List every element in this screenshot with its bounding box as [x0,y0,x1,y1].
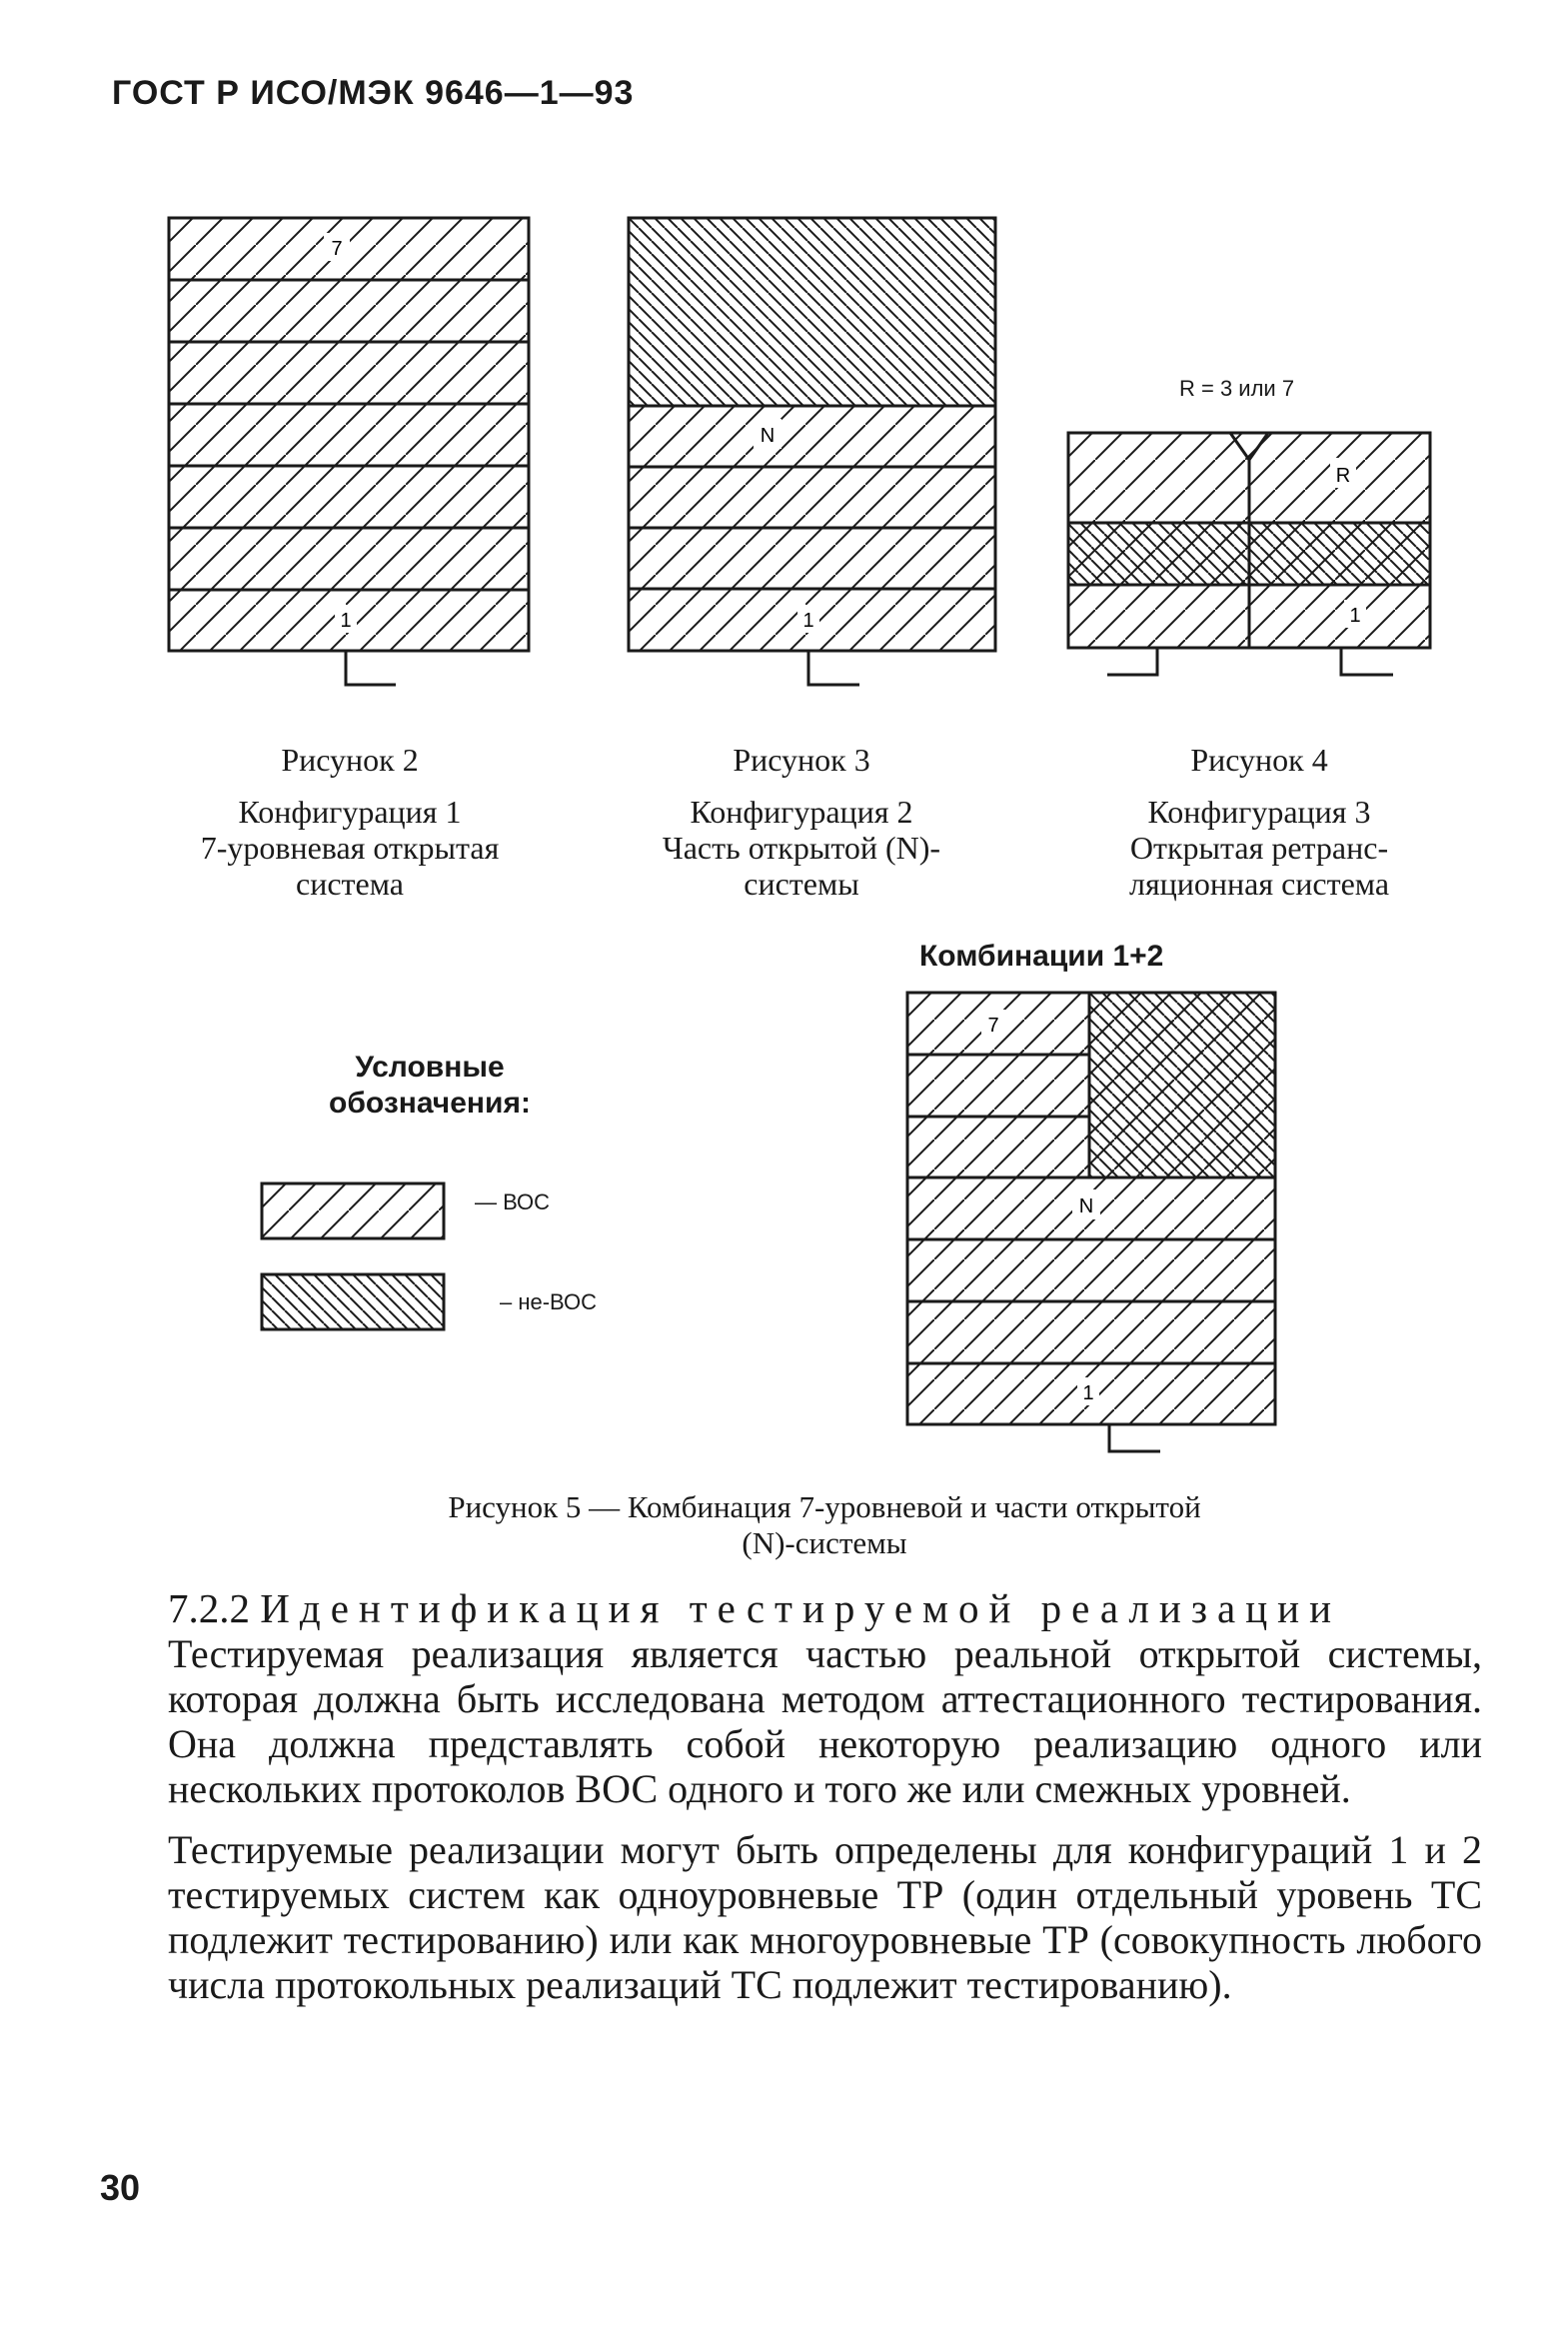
legend-osi-label: — ВОС [475,1189,551,1214]
figure-2-caption: Рисунок 2 Конфигурация 1 7-уровневая открытая система [200,742,500,902]
paragraph-1: Тестируемая реализация является частью реальной открытой системы, которая должна быть исследована методом аттестационного тестирования. Она должна представлять собой некоторую реализацию одного или нескольких протоколов ВОС одного и того же или смежных уровней. [168,1631,1482,1811]
document-header: ГОСТ Р ИСО/МЭК 9646—1—93 [112,74,635,112]
fig5-layer-n-label: N [1078,1195,1094,1217]
fig4-layer-1-label: 1 [1349,605,1361,627]
combo-title: Комбинации 1+2 [919,940,1164,973]
body-text [168,1631,1482,2007]
legend-osi-swatch [259,1180,449,1240]
legend-non-osi-swatch [259,1271,449,1333]
figure-3-caption: Рисунок 3 Конфигурация 2 Часть открытой (N)- системы [662,742,941,902]
page-number: 30 [100,2167,141,2208]
figure-4-diagram [1065,430,1445,690]
fig2-layer-7-label: 7 [331,238,343,260]
fig5-layer-1-label: 1 [1082,1382,1094,1404]
figure-2-diagram [166,215,536,695]
section-number: 7.2.2 [168,1585,250,1631]
fig2-layer-1-label: 1 [340,610,352,632]
figure-5-diagram [904,990,1284,1459]
fig3-layer-n-label: N [760,425,776,447]
fig5-layer-7-label: 7 [987,1015,999,1037]
section-heading [168,1584,1341,1632]
section-title: Идентификация тестируемой реализации [260,1585,1342,1631]
figure-3-diagram [626,215,1005,695]
legend-title: Условные обозначения: [329,1051,531,1120]
paragraph-2: Тестируемые реализации могут быть определены для конфигураций 1 и 2 тестируемых систем как одноуровневые ТР (один отдельный уровень ТС подлежит тестированию) или как многоуровневые ТР (совокупность любого числа протокольных реализаций ТС подлежит тестированию). [168,1827,1482,2007]
fig4-relay-label: R [1335,465,1351,487]
figure-5-caption: Рисунок 5 — Комбинация 7-уровневой и части открытой (N)-системы [448,1489,1201,1560]
fig3-layer-1-label: 1 [802,610,814,632]
fig4-annotation: R = 3 или 7 [1179,376,1295,401]
legend-non-osi-label: – не-ВОС [500,1289,598,1314]
figure-4-caption: Рисунок 4 Конфигурация 3 Открытая ретранс- ляционная система [1128,742,1390,902]
